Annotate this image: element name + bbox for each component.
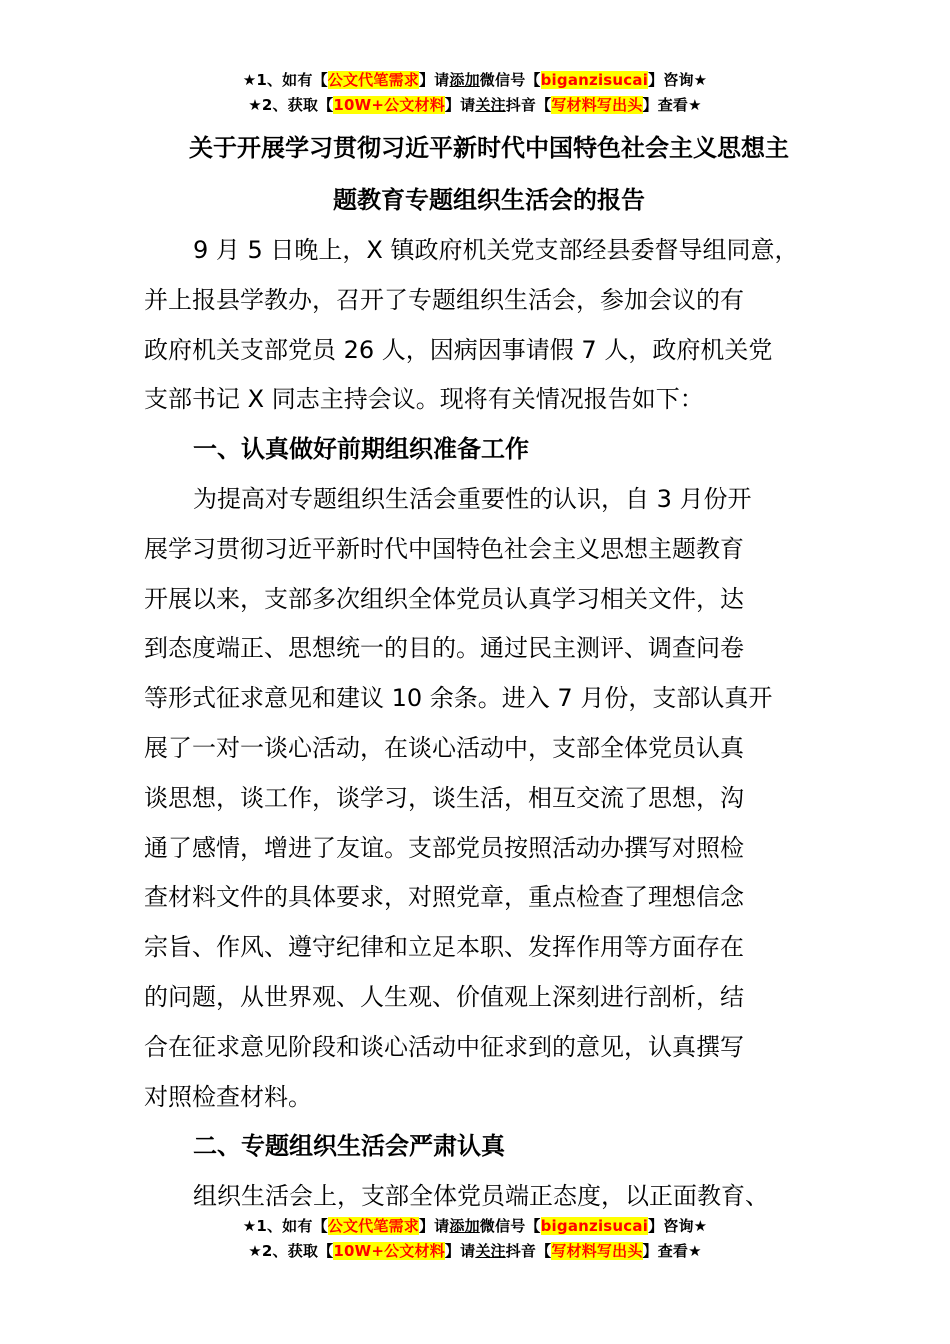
text-line: 谈思想，谈工作，谈学习，谈生活，相互交流了思想，沟: [144, 783, 744, 812]
intro-paragraph: [144, 226, 834, 425]
text-line: 通了感情，增进了友谊。支部党员按照活动办撰写对照检: [144, 833, 744, 862]
text-line: 查材料文件的具体要求，对照党章，重点检查了理想信念: [144, 883, 744, 912]
text-line: 为提高对专题组织生活会重要性的认识，自 3 月份开: [193, 484, 752, 513]
text-line: 合在征求意见阶段和谈心活动中征求到的意见，认真撰写: [144, 1032, 744, 1061]
banner-line-1: ★1、如有【公文代笔需求】请添加微信号【biganzisucai】咨询★: [242, 1217, 708, 1235]
header-banner: [0, 68, 950, 118]
text-line: 宗旨、作风、遵守纪律和立足本职、发挥作用等方面存在: [144, 933, 744, 962]
highlight-materials: 10W+公文材料: [333, 1242, 445, 1260]
section-heading-1: 一、认真做好前期组织准备工作: [193, 435, 529, 464]
highlight-wechat-id: biganzisucai: [540, 1217, 649, 1235]
footer-banner: [0, 1214, 950, 1264]
text-line: 9 月 5 日晚上，X 镇政府机关党支部经县委督导组同意，: [193, 236, 799, 264]
banner-line-2: ★2、获取【10W+公文材料】请关注抖音【写材料写出头】查看★: [248, 96, 702, 114]
text-line: 展了一对一谈心活动，在谈心活动中，支部全体党员认真: [144, 733, 744, 762]
highlight-douyin-account: 写材料写出头: [551, 1242, 643, 1260]
text-line: 对照检查材料。: [144, 1082, 312, 1111]
document-body: [144, 122, 834, 1222]
text-line: 组织生活会上，支部全体党员端正态度，以正面教育、: [193, 1182, 769, 1211]
text-line: 开展以来，支部多次组织全体党员认真学习相关文件，达: [144, 584, 744, 613]
title-line: 关于开展学习贯彻习近平新时代中国特色社会主义思想主: [189, 134, 789, 162]
highlight-douyin-account: 写材料写出头: [551, 96, 643, 114]
text-line: 政府机关支部党员 26 人，因病因事请假 7 人，政府机关党: [144, 335, 773, 364]
text-line: 到态度端正、思想统一的目的。通过民主测评、调查问卷: [144, 634, 744, 663]
highlight-wechat-id: biganzisucai: [540, 71, 649, 89]
banner-line-2: ★2、获取【10W+公文材料】请关注抖音【写材料写出头】查看★: [248, 1242, 702, 1260]
highlight-service: 公文代笔需求: [327, 71, 419, 89]
document-title: [144, 122, 834, 226]
text-line: 等形式征求意见和建议 10 余条。进入 7 月份，支部认真开: [144, 684, 773, 713]
banner-line-1: ★1、如有【公文代笔需求】请添加微信号【biganzisucai】咨询★: [242, 71, 708, 89]
text-line: 的问题，从世界观、人生观、价值观上深刻进行剖析，结: [144, 982, 744, 1011]
section-1-paragraph: [144, 475, 834, 1122]
title-line: 题教育专题组织生活会的报告: [333, 186, 645, 214]
highlight-materials: 10W+公文材料: [333, 96, 445, 114]
text-line: 支部书记 X 同志主持会议。现将有关情况报告如下：: [144, 385, 704, 414]
highlight-service: 公文代笔需求: [327, 1217, 419, 1235]
text-line: 并上报县学教办，召开了专题组织生活会，参加会议的有: [144, 285, 744, 314]
text-line: 展学习贯彻习近平新时代中国特色社会主义思想主题教育: [144, 534, 744, 563]
section-heading-2: 二、专题组织生活会严肃认真: [193, 1132, 505, 1161]
